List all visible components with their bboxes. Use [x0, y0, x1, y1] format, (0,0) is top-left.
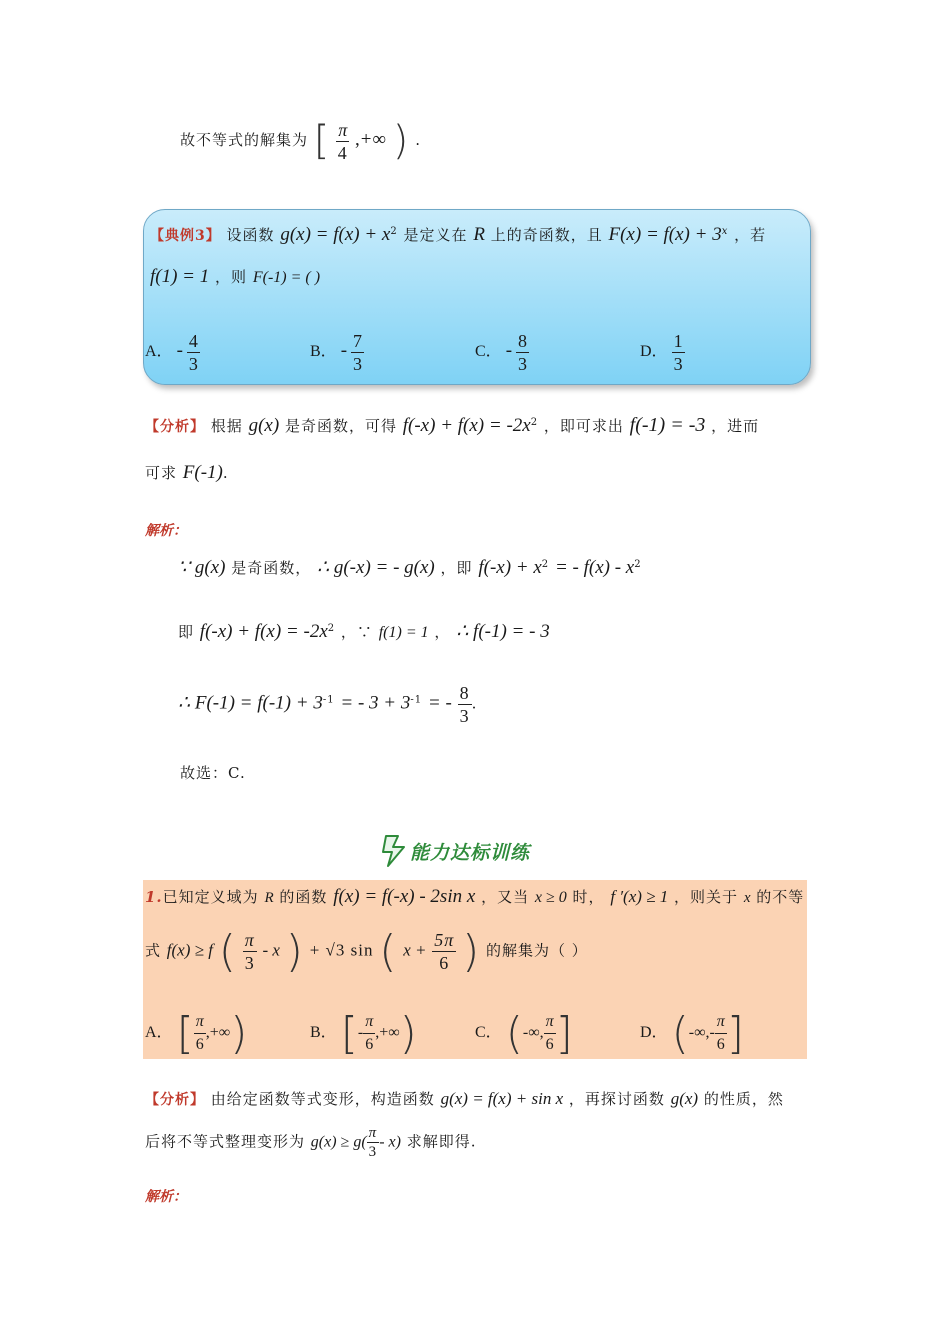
option-a[interactable]: A． - $\frac{4}{3}$: [145, 331, 198, 374]
conclusion-line: 故不等式的解集为 [ $\frac{\pi}{4}$ ,+∞ ) .: [180, 118, 421, 164]
F-definition: F(x) = f(x) + 3: [608, 224, 722, 245]
question: F(-1) = ( ): [252, 269, 321, 286]
problem1-option-c[interactable]: C． (-∞, $\frac{\pi}{6}$ ]: [475, 1008, 573, 1059]
option-d[interactable]: D． $\frac{1}{3}$: [640, 331, 683, 374]
solution-label: 解析：: [145, 523, 187, 539]
analysis-label: 【分析】: [145, 419, 205, 435]
left-bracket: [: [313, 118, 331, 164]
section-title: 能力达标训练: [410, 841, 531, 864]
conclusion-text: 故不等式的解集为: [180, 131, 309, 149]
analysis2-line1: 【分析】 由给定函数等式变形，构造函数 g(x) = f(x) + sin x ，再探讨函数 g(x) 的性质，然: [145, 1089, 784, 1108]
solution1-line3: ∴ $F(-1) = f(-1) + 3^{-1}$ = - $3 + 3^{-1}$ = - $\frac{8}{3}$ .: [178, 683, 478, 726]
interval-fraction: $\frac{\pi}{4}$: [337, 119, 348, 163]
problem1-option-d[interactable]: D． (-∞,- $\frac{\pi}{6}$ ]: [640, 1008, 744, 1059]
answer-text: 故选：C.: [180, 764, 246, 782]
problem-number: 1.: [145, 888, 163, 906]
option-b[interactable]: B． - $\frac{7}{3}$: [310, 331, 363, 374]
interval-tail: ,+∞: [355, 129, 388, 150]
lightning-icon: [380, 834, 410, 868]
example3-line1: 【典例3】 设函数 $g(x) = f(x) + x^2$ 是定义在 R 上的奇函数，且 $F(x) = f(x) + 3^x$ ，若: [150, 224, 767, 245]
problem1-line1: 1.已知定义域为 R 的函数 f(x) = f(-x) - 2sin x ，又当 x ≥ 0 时， f ′(x) ≥ 1 ，则关于 x 的不等: [145, 886, 805, 907]
condition: f(1) = 1: [150, 266, 210, 287]
problem1-option-a[interactable]: A． [ $\frac{\pi}{6}$ ,+∞): [145, 1008, 248, 1059]
problem1-line2: 式 f(x) ≥ f ( $\frac{\pi}{3}$ - x ) + √3 sin ( x + $\frac{5\pi}{6}$ ) 的解集为（ ）: [145, 926, 588, 977]
solution1-line2: 即 $f(-x) + f(x) = -2x^2$ ，∵ f(1) = 1 ， ∴ f(-1) = - 3: [178, 621, 550, 642]
problem1-option-b[interactable]: B． [- $\frac{\pi}{6}$ ,+∞): [310, 1008, 417, 1059]
analysis1-line1: 【分析】 根据 g(x) 是奇函数，可得 $f(-x) + f(x) = -2x^2$ ，即可求出 f(-1) = -3 ，进而: [145, 414, 760, 436]
example3-line2: f(1) = 1 ，则 F(-1) = ( ): [150, 266, 321, 287]
analysis1-line2: 可求 F(-1).: [145, 462, 229, 483]
option-c[interactable]: C． - $\frac{8}{3}$: [475, 331, 528, 374]
right-paren: ): [392, 118, 410, 164]
solution2-label: 解析：: [145, 1189, 187, 1205]
section-heading: [380, 834, 530, 868]
example3-label: 【典例3】: [150, 228, 221, 244]
solution1-line1: ∵ g(x) 是奇函数， ∴ g(-x) = - g(x) ，即 $f(-x) + x^2$ = - $f(x) - x^2$: [178, 557, 642, 578]
analysis2-line2: 后将不等式整理变形为 g(x) ≥ g( $\frac{\pi}{3}$ - x) 求解即得.: [145, 1125, 477, 1160]
g-definition: g(x) = f(x) + x: [280, 224, 391, 245]
